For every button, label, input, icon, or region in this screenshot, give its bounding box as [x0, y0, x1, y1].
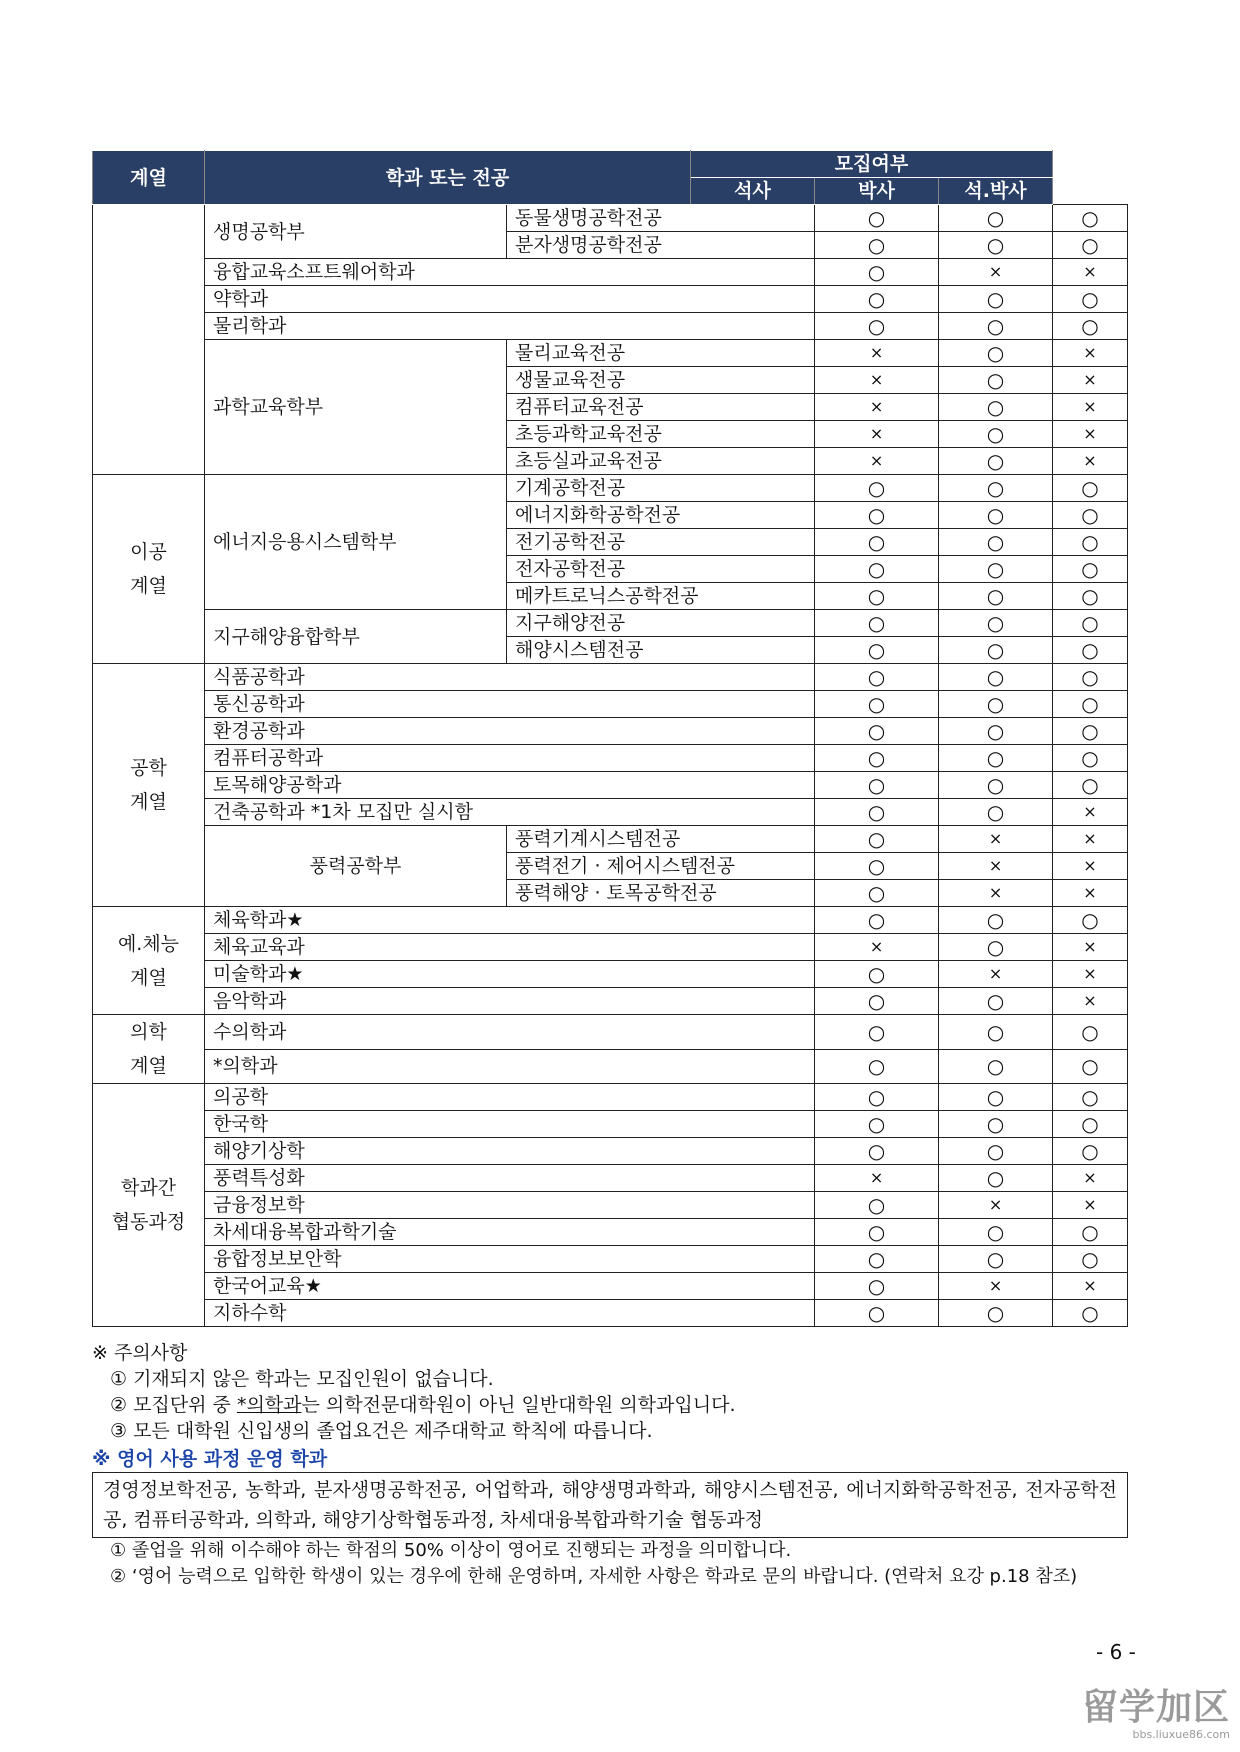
table-row: [93, 718, 1128, 745]
master-mark: ○: [815, 1246, 939, 1273]
doctor-mark: ×: [939, 1192, 1053, 1219]
category-line: 계열: [130, 966, 167, 989]
master-mark: ○: [815, 1111, 939, 1138]
table-row: [93, 1015, 1128, 1050]
major-cell: 풍력기계시스템전공: [507, 826, 815, 853]
department-cell: 물리학과: [205, 313, 815, 340]
master-mark: ○: [815, 799, 939, 826]
major-cell: 기계공학전공: [507, 475, 815, 502]
combined-mark: ○: [1053, 556, 1128, 583]
department-cell: 컴퓨터공학과: [205, 745, 815, 772]
master-mark: ○: [815, 502, 939, 529]
major-cell: 메카트로닉스공학전공: [507, 583, 815, 610]
table-row: [93, 1192, 1128, 1219]
category-line: 계열: [130, 575, 167, 597]
combined-mark: ○: [1053, 637, 1128, 664]
table-row: [93, 1111, 1128, 1138]
page-number: - 6 -: [1096, 1640, 1136, 1664]
table-row: [93, 1219, 1128, 1246]
major-cell: 지구해양전공: [507, 610, 815, 637]
department-cell: 한국어교육★: [205, 1273, 815, 1300]
combined-mark: ○: [1053, 1015, 1128, 1050]
major-cell: 분자생명공학전공: [507, 232, 815, 259]
master-mark: ○: [815, 988, 939, 1015]
master-mark: ×: [815, 340, 939, 367]
master-mark: ○: [815, 907, 939, 934]
department-cell: 생명공학부: [205, 205, 507, 259]
combined-mark: ○: [1053, 718, 1128, 745]
doctor-mark: ○: [939, 1111, 1053, 1138]
master-mark: ○: [815, 205, 939, 232]
master-mark: ×: [815, 421, 939, 448]
category-cell: [93, 664, 205, 907]
doctor-mark: ×: [939, 880, 1053, 907]
master-mark: ○: [815, 1219, 939, 1246]
combined-mark: ○: [1053, 1300, 1128, 1327]
department-cell: 의공학: [205, 1084, 815, 1111]
master-mark: ○: [815, 1300, 939, 1327]
combined-mark: ○: [1053, 529, 1128, 556]
doctor-mark: ○: [939, 664, 1053, 691]
category-cell: [93, 205, 205, 475]
doctor-mark: ○: [939, 502, 1053, 529]
combined-mark: ×: [1053, 799, 1128, 826]
doctor-mark: ○: [939, 1015, 1053, 1050]
department-cell: 차세대융복합과학기술: [205, 1219, 815, 1246]
combined-mark: ○: [1053, 583, 1128, 610]
doctor-mark: ○: [939, 556, 1053, 583]
category-line: 계열: [130, 1055, 167, 1077]
master-mark: ○: [815, 1015, 939, 1050]
department-cell: 해양기상학: [205, 1138, 815, 1165]
category-line: 예.체능: [117, 932, 180, 955]
category-line: 협동과정: [111, 1211, 186, 1233]
table-row: [93, 259, 1128, 286]
table-row: [93, 934, 1128, 961]
english-note-2: ② ‘영어 능력으로 입학한 학생이 있는 경우에 한해 운영하며, 자세한 사항은 학과로 문의 바랍니다. (연락처 요강 p.18 참조): [110, 1566, 1078, 1587]
doctor-mark: ○: [939, 907, 1053, 934]
master-mark: ○: [815, 1273, 939, 1300]
combined-mark: ×: [1053, 340, 1128, 367]
master-mark: ×: [815, 934, 939, 961]
note-1: ① 기재되지 않은 학과는 모집인원이 없습니다.: [110, 1368, 494, 1390]
combined-mark: ○: [1053, 475, 1128, 502]
master-mark: ○: [815, 1192, 939, 1219]
recruitment-table: [92, 150, 1128, 1327]
english-programs-box: 경영정보학전공, 농학과, 분자생명공학전공, 어업학과, 해양생명과학과, 해양시스템전공, 에너지화학공학전공, 전자공학전공, 컴퓨터공학과, 의학과, 해양기상학협동과정, 차세대융복합과학기술 협동과정: [92, 1472, 1128, 1538]
department-cell: 과학교육학부: [205, 340, 507, 475]
combined-mark: ○: [1053, 664, 1128, 691]
doctor-mark: ×: [939, 826, 1053, 853]
combined-mark: ○: [1053, 313, 1128, 340]
table-row: [93, 1084, 1128, 1111]
master-mark: ○: [815, 529, 939, 556]
combined-mark: ×: [1053, 394, 1128, 421]
department-cell: 융합교육소프트웨어학과: [205, 259, 815, 286]
combined-mark: ○: [1053, 1049, 1128, 1084]
doctor-mark: ○: [939, 313, 1053, 340]
combined-mark: ○: [1053, 502, 1128, 529]
table-row: [93, 988, 1128, 1015]
table-row: [93, 772, 1128, 799]
combined-mark: ×: [1053, 934, 1128, 961]
department-cell: 통신공학과: [205, 691, 815, 718]
english-note-1: ① 졸업을 위해 이수해야 하는 학점의 50% 이상이 영어로 진행되는 과정을 의미합니다.: [110, 1540, 792, 1561]
combined-mark: ×: [1053, 988, 1128, 1015]
category-line: 이공: [130, 541, 167, 563]
doctor-mark: ○: [939, 988, 1053, 1015]
combined-mark: ×: [1053, 367, 1128, 394]
header-master: 석사: [691, 178, 815, 205]
department-cell: 체육교육과: [205, 934, 815, 961]
master-mark: ○: [815, 664, 939, 691]
table-row: [93, 961, 1128, 988]
doctor-mark: ○: [939, 772, 1053, 799]
major-cell: 동물생명공학전공: [507, 205, 815, 232]
doctor-mark: ○: [939, 394, 1053, 421]
doctor-mark: ×: [939, 1273, 1053, 1300]
combined-mark: ○: [1053, 205, 1128, 232]
master-mark: ○: [815, 1084, 939, 1111]
department-cell: 지구해양융합학부: [205, 610, 507, 664]
department-cell: 건축공학과 *1차 모집만 실시함: [205, 799, 815, 826]
note-3: ③ 모든 대학원 신입생의 졸업요건은 제주대학교 학칙에 따릅니다.: [110, 1420, 653, 1442]
watermark-url: bbs.liuxue86.com: [1132, 1728, 1230, 1741]
table-row: [93, 745, 1128, 772]
master-mark: ×: [815, 448, 939, 475]
doctor-mark: ×: [939, 853, 1053, 880]
master-mark: ○: [815, 286, 939, 313]
doctor-mark: ×: [939, 961, 1053, 988]
table-row: [93, 610, 1128, 637]
combined-mark: ○: [1053, 1246, 1128, 1273]
doctor-mark: ○: [939, 637, 1053, 664]
doctor-mark: ○: [939, 1084, 1053, 1111]
header-category: 계열: [93, 151, 205, 205]
major-cell: 에너지화학공학전공: [507, 502, 815, 529]
major-cell: 생물교육전공: [507, 367, 815, 394]
notes-title: ※ 주의사항: [92, 1342, 188, 1364]
combined-mark: ×: [1053, 826, 1128, 853]
category-line: 공학: [130, 757, 167, 779]
department-cell: 식품공학과: [205, 664, 815, 691]
doctor-mark: ○: [939, 610, 1053, 637]
category-line: 의학: [130, 1021, 167, 1043]
note-2-underlined: *의학과: [236, 1394, 302, 1416]
combined-mark: ○: [1053, 1111, 1128, 1138]
doctor-mark: ○: [939, 1165, 1053, 1192]
doctor-mark: ○: [939, 1049, 1053, 1084]
table-row: [93, 1165, 1128, 1192]
combined-mark: ○: [1053, 610, 1128, 637]
doctor-mark: ○: [939, 745, 1053, 772]
major-cell: 전자공학전공: [507, 556, 815, 583]
master-mark: ○: [815, 826, 939, 853]
department-cell: 풍력공학부: [205, 826, 507, 907]
combined-mark: ○: [1053, 745, 1128, 772]
major-cell: 컴퓨터교육전공: [507, 394, 815, 421]
category-line: 학과간: [120, 1177, 177, 1199]
department-cell: 미술학과★: [205, 961, 815, 988]
major-cell: 초등과학교육전공: [507, 421, 815, 448]
master-mark: ×: [815, 367, 939, 394]
master-mark: ×: [815, 1165, 939, 1192]
watermark-title: 留学加区: [1081, 1687, 1230, 1728]
master-mark: ○: [815, 718, 939, 745]
department-cell: 환경공학과: [205, 718, 815, 745]
master-mark: ○: [815, 691, 939, 718]
major-cell: 전기공학전공: [507, 529, 815, 556]
master-mark: ○: [815, 961, 939, 988]
master-mark: ○: [815, 880, 939, 907]
master-mark: ○: [815, 313, 939, 340]
department-cell: *의학과: [205, 1049, 815, 1084]
doctor-mark: ×: [939, 259, 1053, 286]
combined-mark: ×: [1053, 880, 1128, 907]
department-cell: 약학과: [205, 286, 815, 313]
doctor-mark: ○: [939, 583, 1053, 610]
department-cell: 체육학과★: [205, 907, 815, 934]
category-line: 계열: [130, 791, 167, 813]
department-cell: 한국학: [205, 1111, 815, 1138]
doctor-mark: ○: [939, 232, 1053, 259]
department-cell: 풍력특성화: [205, 1165, 815, 1192]
table-row: [93, 1049, 1128, 1084]
header-doctor: 박사: [815, 178, 939, 205]
master-mark: ○: [815, 772, 939, 799]
notes-section: [92, 1340, 1152, 1590]
doctor-mark: ○: [939, 340, 1053, 367]
master-mark: ○: [815, 745, 939, 772]
major-cell: 풍력전기 · 제어시스템전공: [507, 853, 815, 880]
table-row: [93, 664, 1128, 691]
doctor-mark: ○: [939, 529, 1053, 556]
note-2-pre: ② 모집단위 중: [110, 1394, 237, 1416]
table-row: [93, 1300, 1128, 1327]
note-2: [92, 1392, 1152, 1418]
table-row: [93, 475, 1128, 502]
combined-mark: ○: [1053, 1084, 1128, 1111]
doctor-mark: ○: [939, 1219, 1053, 1246]
doctor-mark: ○: [939, 448, 1053, 475]
major-cell: 풍력해양 · 토목공학전공: [507, 880, 815, 907]
master-mark: ○: [815, 1138, 939, 1165]
table-row: [93, 1273, 1128, 1300]
category-cell: [93, 475, 205, 664]
major-cell: 초등실과교육전공: [507, 448, 815, 475]
major-cell: 물리교육전공: [507, 340, 815, 367]
combined-mark: ×: [1053, 259, 1128, 286]
department-cell: 음악학과: [205, 988, 815, 1015]
table-row: [93, 691, 1128, 718]
doctor-mark: ○: [939, 691, 1053, 718]
master-mark: ○: [815, 583, 939, 610]
combined-mark: ×: [1053, 421, 1128, 448]
combined-mark: ○: [1053, 1138, 1128, 1165]
table-row: [93, 1246, 1128, 1273]
master-mark: ○: [815, 1049, 939, 1084]
doctor-mark: ○: [939, 1138, 1053, 1165]
doctor-mark: ○: [939, 1300, 1053, 1327]
master-mark: ○: [815, 556, 939, 583]
category-cell: [93, 907, 205, 1015]
doctor-mark: ○: [939, 421, 1053, 448]
department-cell: 지하수학: [205, 1300, 815, 1327]
department-cell: 융합정보보안학: [205, 1246, 815, 1273]
header-recruit: 모집여부: [691, 151, 1053, 178]
combined-mark: ○: [1053, 286, 1128, 313]
watermark-logo: [1070, 1688, 1230, 1741]
note-2-post: 는 의학전문대학원이 아닌 일반대학원 의학과입니다.: [301, 1394, 736, 1416]
department-cell: 수의학과: [205, 1015, 815, 1050]
table-row: [93, 907, 1128, 934]
header-combined: 석.박사: [939, 178, 1053, 205]
master-mark: ×: [815, 394, 939, 421]
department-cell: 토목해양공학과: [205, 772, 815, 799]
master-mark: ○: [815, 475, 939, 502]
table-row: [93, 205, 1128, 232]
master-mark: ○: [815, 232, 939, 259]
combined-mark: ×: [1053, 1165, 1128, 1192]
combined-mark: ×: [1053, 853, 1128, 880]
combined-mark: ×: [1053, 448, 1128, 475]
table-row: [93, 286, 1128, 313]
combined-mark: ○: [1053, 772, 1128, 799]
doctor-mark: ○: [939, 799, 1053, 826]
table-row: [93, 340, 1128, 367]
master-mark: ○: [815, 610, 939, 637]
doctor-mark: ○: [939, 367, 1053, 394]
table-row: [93, 826, 1128, 853]
combined-mark: ×: [1053, 1192, 1128, 1219]
doctor-mark: ○: [939, 475, 1053, 502]
master-mark: ○: [815, 259, 939, 286]
master-mark: ○: [815, 637, 939, 664]
header-program: 학과 또는 전공: [205, 151, 691, 205]
doctor-mark: ○: [939, 718, 1053, 745]
combined-mark: ×: [1053, 961, 1128, 988]
table-row: [93, 1138, 1128, 1165]
doctor-mark: ○: [939, 205, 1053, 232]
table-row: [93, 313, 1128, 340]
english-title: ※ 영어 사용 과정 운영 학과: [92, 1448, 328, 1470]
master-mark: ○: [815, 853, 939, 880]
combined-mark: ○: [1053, 232, 1128, 259]
table-body: [93, 205, 1128, 1327]
category-cell: [93, 1084, 205, 1327]
combined-mark: ○: [1053, 691, 1128, 718]
combined-mark: ×: [1053, 1273, 1128, 1300]
doctor-mark: ○: [939, 1246, 1053, 1273]
doctor-mark: ○: [939, 934, 1053, 961]
doctor-mark: ○: [939, 286, 1053, 313]
department-cell: 에너지응용시스템학부: [205, 475, 507, 610]
major-cell: 해양시스템전공: [507, 637, 815, 664]
combined-mark: ○: [1053, 907, 1128, 934]
category-cell: [93, 1015, 205, 1084]
table-row: [93, 799, 1128, 826]
combined-mark: ○: [1053, 1219, 1128, 1246]
department-cell: 금융정보학: [205, 1192, 815, 1219]
